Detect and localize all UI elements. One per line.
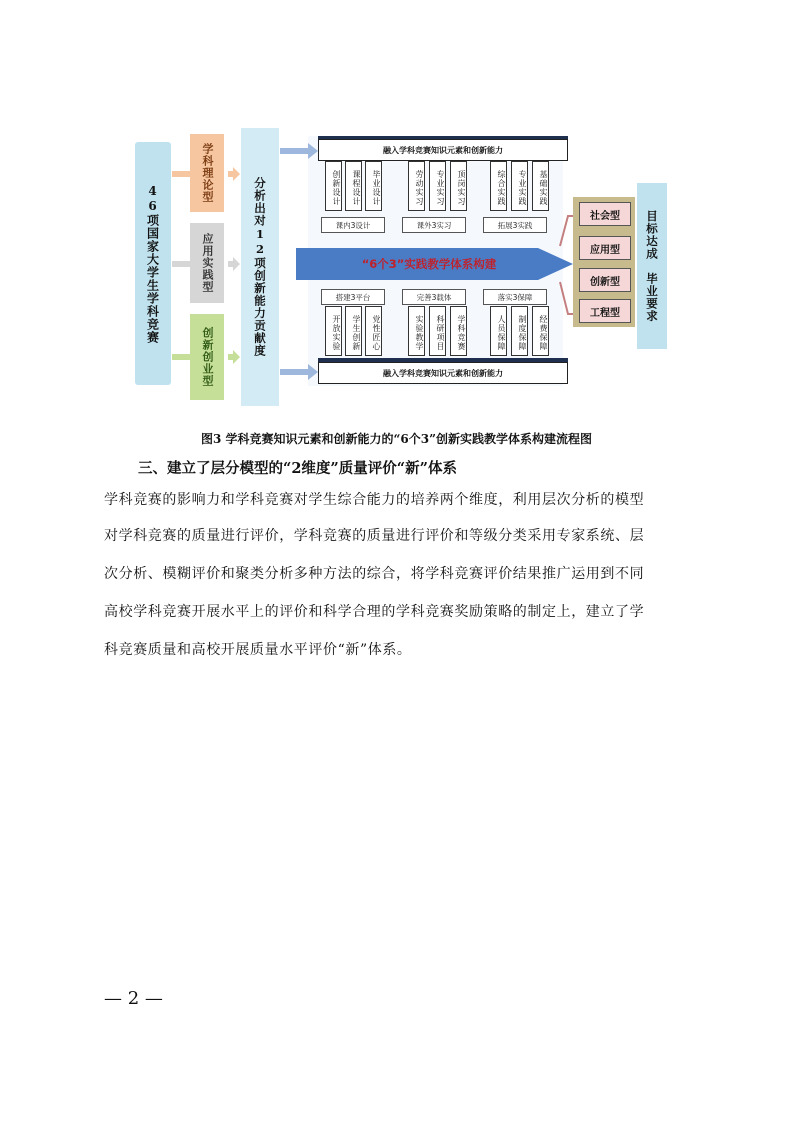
body-line-4 xyxy=(104,596,704,629)
bottom-group-2-text: 完善3载体 xyxy=(416,292,452,302)
bottom-group-3 xyxy=(483,289,547,305)
top-banner-text: 融入学科竞赛知识元素和创新能力 xyxy=(383,145,503,155)
top-group-3 xyxy=(483,217,547,233)
output-social xyxy=(579,202,631,226)
top-group-3-text: 拓展3实践 xyxy=(497,220,533,230)
type-theory-label: 学科理论型 xyxy=(201,143,214,203)
figure-caption-text: 图3 学科竞赛知识元素和创新能力的“6个3”创新实践教学体系构建流程图 xyxy=(200,432,593,446)
output-engineering-text: 工程型 xyxy=(590,307,620,319)
output-social-text: 社会型 xyxy=(590,210,620,222)
goal-text: 目标达成 毕业要求 xyxy=(645,209,659,323)
top-col-5-text: 专业实习 xyxy=(436,170,445,206)
bottom-col-8 xyxy=(511,306,528,356)
bottom-banner-text: 融入学科竞赛知识元素和创新能力 xyxy=(383,368,503,378)
body-line-4-text: 高校学科竞赛开展水平上的评价和科学合理的学科竞赛奖励策略的制定上，建立了学 xyxy=(104,604,645,620)
body-line-5-text: 科竞赛质量和高校开展质量水平评价“新”体系。 xyxy=(104,642,412,658)
bottom-group-2 xyxy=(402,289,466,305)
top-col-7-text: 综合实践 xyxy=(497,170,506,206)
bottom-col-3 xyxy=(365,306,382,356)
bottom-col-1-text: 开放实验 xyxy=(332,315,341,351)
bottom-col-8-text: 制度保障 xyxy=(518,315,527,351)
output-engineering xyxy=(579,299,631,323)
top-col-4-text: 劳动实习 xyxy=(415,170,424,206)
bottom-col-9 xyxy=(532,306,549,356)
page-number-text: — 2 — xyxy=(104,988,163,1009)
bottom-col-4-text: 实验教学 xyxy=(415,315,424,351)
bottom-col-9-text: 经费保障 xyxy=(539,315,548,351)
analysis-box xyxy=(241,128,279,406)
type-box-innovation xyxy=(190,314,224,400)
top-col-9-text: 基础实践 xyxy=(539,170,548,206)
top-col-8-text: 专业实践 xyxy=(518,170,527,206)
bottom-group-1 xyxy=(321,289,385,305)
top-group-2-text: 课外3实习 xyxy=(416,220,452,230)
top-group-1 xyxy=(321,217,385,233)
output-innovative-text: 创新型 xyxy=(590,276,620,288)
bottom-group-3-text: 落实3保障 xyxy=(497,292,533,302)
type-box-practice xyxy=(190,223,224,303)
bottom-col-3-text: 党性匠心 xyxy=(372,315,381,351)
bottom-col-2-text: 学生创新 xyxy=(352,315,361,351)
top-col-1-text: 创新设计 xyxy=(332,170,341,206)
flow-diagram xyxy=(128,126,573,411)
top-col-7 xyxy=(490,161,507,211)
top-col-8 xyxy=(511,161,528,211)
bottom-col-5-text: 科研项目 xyxy=(436,315,445,351)
page-number xyxy=(104,988,163,1009)
top-col-4 xyxy=(408,161,425,211)
bottom-col-6 xyxy=(450,306,467,356)
top-col-2 xyxy=(345,161,362,211)
body-line-1 xyxy=(104,484,704,517)
bottom-col-7 xyxy=(490,306,507,356)
top-col-5 xyxy=(429,161,446,211)
competition-source-text: 46项国家大学生学科竞赛 xyxy=(145,183,160,344)
bottom-col-2 xyxy=(345,306,362,356)
bottom-col-5 xyxy=(429,306,446,356)
body-line-3 xyxy=(104,558,704,591)
goal-box xyxy=(637,183,667,349)
bottom-col-7-text: 人员保障 xyxy=(497,315,506,351)
top-col-2-text: 课程设计 xyxy=(352,170,361,206)
top-col-1 xyxy=(325,161,342,211)
central-arrow-label xyxy=(304,250,554,278)
bottom-group-1-text: 搭建3平台 xyxy=(335,292,371,302)
type-practice-label: 应用实践型 xyxy=(201,233,214,293)
output-applied xyxy=(579,236,631,260)
analysis-text: 分析出对12项创新能力贡献度 xyxy=(253,177,267,357)
figure-caption xyxy=(0,430,793,447)
type-box-theory xyxy=(190,134,224,212)
body-line-3-text: 次分析、模糊评价和聚类分析多种方法的综合，将学科竞赛评价结果推广运用到不同 xyxy=(104,566,645,582)
bottom-col-6-text: 学科竞赛 xyxy=(457,315,466,351)
top-group-1-text: 课内3设计 xyxy=(335,220,371,230)
top-group-2 xyxy=(402,217,466,233)
output-applied-text: 应用型 xyxy=(590,244,620,256)
bottom-col-4 xyxy=(408,306,425,356)
bottom-banner xyxy=(318,362,568,384)
top-banner xyxy=(318,139,568,161)
body-line-5 xyxy=(104,634,704,667)
section-title-text: 三、建立了层分模型的“2维度”质量评价“新”体系 xyxy=(138,460,457,477)
section-title xyxy=(138,457,457,478)
top-col-6 xyxy=(450,161,467,211)
output-innovative xyxy=(579,268,631,292)
body-line-2-text: 对学科竞赛的质量进行评价，学科竞赛的质量进行评价和等级分类采用专家系统、层 xyxy=(104,528,645,544)
top-col-3 xyxy=(365,161,382,211)
bottom-col-1 xyxy=(325,306,342,356)
competition-source-box xyxy=(135,142,171,385)
body-line-1-text: 学科竞赛的影响力和学科竞赛对学生综合能力的培养两个维度，利用层次分析的模型 xyxy=(104,492,645,508)
body-line-2 xyxy=(104,520,704,553)
top-col-3-text: 毕业设计 xyxy=(372,170,381,206)
central-arrow-text: “6个3”实践教学体系构建 xyxy=(361,257,497,271)
top-col-6-text: 顶岗实习 xyxy=(457,170,466,206)
top-col-9 xyxy=(532,161,549,211)
type-innovation-label: 创新创业型 xyxy=(201,327,214,387)
